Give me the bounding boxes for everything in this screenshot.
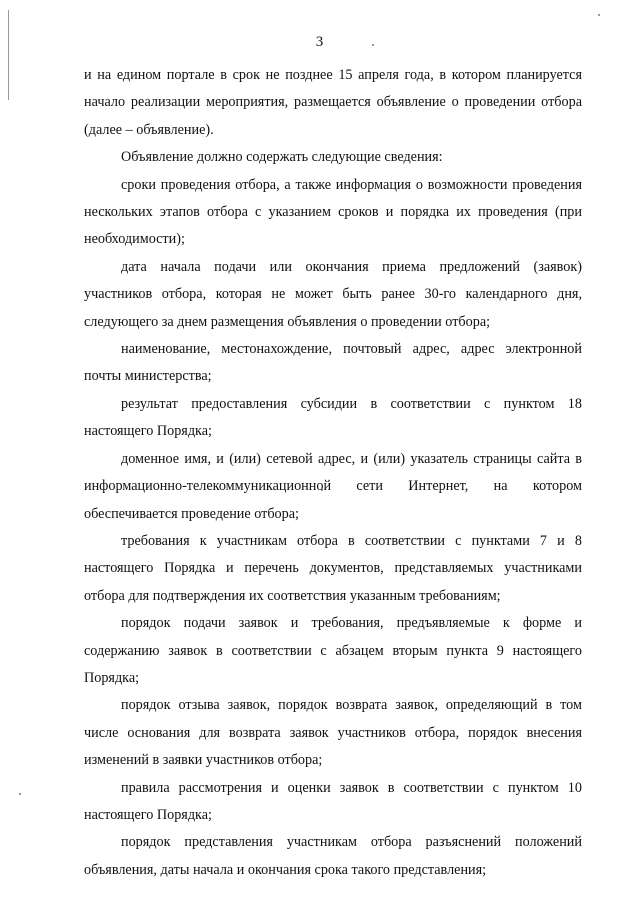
paragraph-website-address: доменное имя, и (или) сетевой адрес, и (или) указатель страницы сайта в информационно-телекоммуникационной сети Интернет, на котором обеспечивается проведение отбора;	[84, 450, 582, 522]
document-body	[84, 62, 582, 884]
paragraph-announcement-intro: Объявление должно содержать следующие сведения:	[121, 149, 443, 166]
page-number: 3	[315, 34, 324, 50]
paragraph-selection-terms: сроки проведения отбора, а также информация о возможности проведения нескольких этапов отбора с указанием сроков и порядка их проведения (при необходимости);	[84, 176, 582, 248]
paragraph-evaluation-rules: правила рассмотрения и оценки заявок в соответствии с пунктом 10 настоящего Порядка;	[84, 779, 582, 823]
paragraph-ministry-contacts: наименование, местонахождение, почтовый адрес, адрес электронной почты министерства;	[84, 341, 582, 385]
scan-speck	[19, 793, 21, 795]
scan-edge-mark	[8, 10, 9, 100]
paragraph-withdrawal-procedure: порядок отзыва заявок, порядок возврата заявок, определяющий в том числе основания для возврата заявок участников отбора, порядок внесения изменений в заявки участников отбора;	[84, 697, 582, 769]
paragraph-clarification-procedure: порядок представления участникам отбора разъяснений положений объявления, даты начала и окончания срока такого представления;	[84, 834, 582, 878]
paragraph-submission-procedure: порядок подачи заявок и требования, предъявляемые к форме и содержанию заявок в соответствии с абзацем вторым пункта 9 настоящего Порядка;	[84, 615, 582, 686]
scan-speck	[598, 14, 600, 16]
paragraph-submission-dates: дата начала подачи или окончания приема предложений (заявок) участников отбора, которая не может быть ранее 30-го календарного дня, следующего за днем размещения объявления о проведении отбора;	[84, 258, 582, 330]
paragraph-participant-requirements: требования к участникам отбора в соответствии с пунктами 7 и 8 настоящего Порядка и перечень документов, представляемых участниками отбора для подтверждения их соответствия указанным требованиям;	[84, 532, 582, 604]
paragraph-continuation: и на едином портале в срок не позднее 15 апреля года, в котором планируется начало реализации мероприятия, размещается объявление о проведении отбора (далее – объявление).	[84, 67, 582, 138]
paragraph-subsidy-result: результат предоставления субсидии в соответствии с пунктом 18 настоящего Порядка;	[84, 395, 582, 440]
